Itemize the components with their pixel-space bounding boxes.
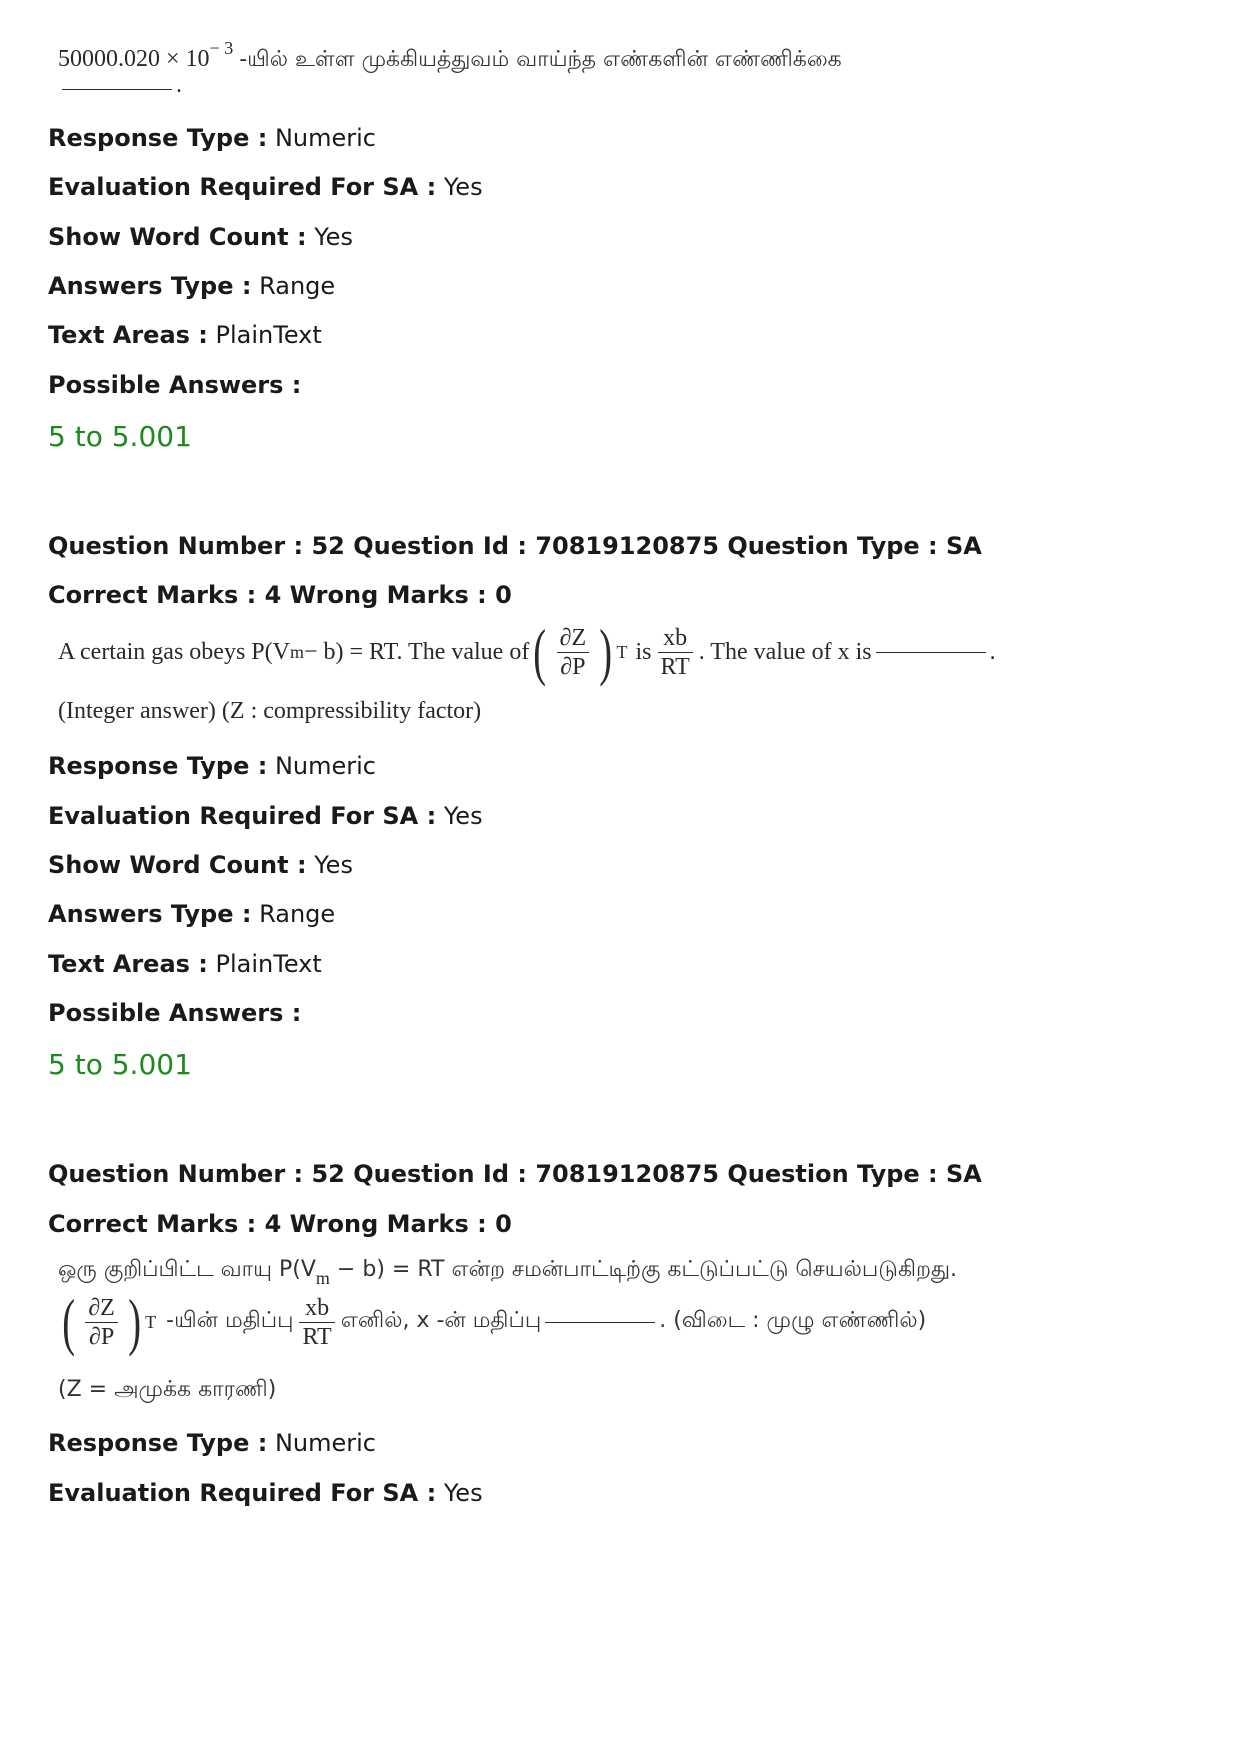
question-stem-line-2: ( $\frac{\partial Z}{\partial P}$ ) T -யின் மதிப்பு $\frac{xb}{RT}$ எனில், x -ன் மதிப்பு . (விடை : முழு எண்ணில்) <box>48 1290 926 1354</box>
field-show-word-count: Show Word Count : Yes <box>48 851 353 879</box>
stem-exponent: − 3 <box>209 38 234 58</box>
stem-tamil-text: -யில் உள்ள முக்கியத்துவம் வாய்ந்த எண்களின் எண்ணிக்கை <box>239 47 842 72</box>
field-response-type: Response Type : Numeric <box>48 752 376 780</box>
possible-answer-value: 5 to 5.001 <box>48 420 192 453</box>
field-response-type: Response Type : Numeric <box>48 1429 376 1457</box>
stem-number: 50000.020 × 10 <box>58 46 210 72</box>
field-evaluation-required: Evaluation Required For SA : Yes <box>48 802 483 830</box>
question-stem-line <box>48 38 842 75</box>
field-show-word-count: Show Word Count : Yes <box>48 223 353 251</box>
partial-derivative: ( $\frac{\partial Z}{\partial P}$ ) T <box>62 1286 157 1357</box>
field-possible-answers: Possible Answers : <box>48 999 302 1027</box>
field-response-type: Response Type : Numeric <box>48 124 376 152</box>
question-marks: Correct Marks : 4 Wrong Marks : 0 <box>48 1210 512 1238</box>
answer-blank <box>876 652 986 653</box>
fraction-xb-rt: $\frac{xb}{RT}$ <box>658 624 693 681</box>
fraction-xb-rt: $\frac{xb}{RT}$ <box>299 1294 334 1351</box>
field-evaluation-required: Evaluation Required For SA : Yes <box>48 173 483 201</box>
field-evaluation-required: Evaluation Required For SA : Yes <box>48 1479 483 1507</box>
field-text-areas: Text Areas : PlainText <box>48 950 322 978</box>
question-stem-line: A certain gas obeys P(V m − b) = RT. The value of ( $\frac{\partial Z}{\partial P}$ ) T is $\frac{xb}{RT}$ . The value of x is . <box>58 616 996 687</box>
field-answers-type: Answers Type : Range <box>48 272 336 300</box>
answer-blank-line: . <box>48 72 182 99</box>
question-header: Question Number : 52 Question Id : 70819120875 Question Type : SA <box>48 532 982 560</box>
question-header: Question Number : 52 Question Id : 70819120875 Question Type : SA <box>48 1160 982 1188</box>
field-text-areas: Text Areas : PlainText <box>48 321 322 349</box>
possible-answer-value: 5 to 5.001 <box>48 1048 192 1081</box>
question-stem-line: ஒரு குறிப்பிட்ட வாயு $P(V_m - b)$ = RT என்ற சமன்பாட்டிற்கு கட்டுப்பட்டு செயல்படுகிறது. <box>58 1257 958 1288</box>
answer-blank <box>62 89 172 90</box>
partial-derivative: ( $\frac{\partial Z}{\partial P}$ ) T <box>533 616 628 687</box>
question-stem-line-3: (Z = அமுக்க காரணி) <box>58 1377 277 1402</box>
question-marks: Correct Marks : 4 Wrong Marks : 0 <box>48 581 512 609</box>
answer-blank <box>545 1322 655 1323</box>
field-possible-answers: Possible Answers : <box>48 371 302 399</box>
field-answers-type: Answers Type : Range <box>48 900 336 928</box>
question-stem-line-2: (Integer answer) (Z : compressibility factor) <box>58 698 482 724</box>
